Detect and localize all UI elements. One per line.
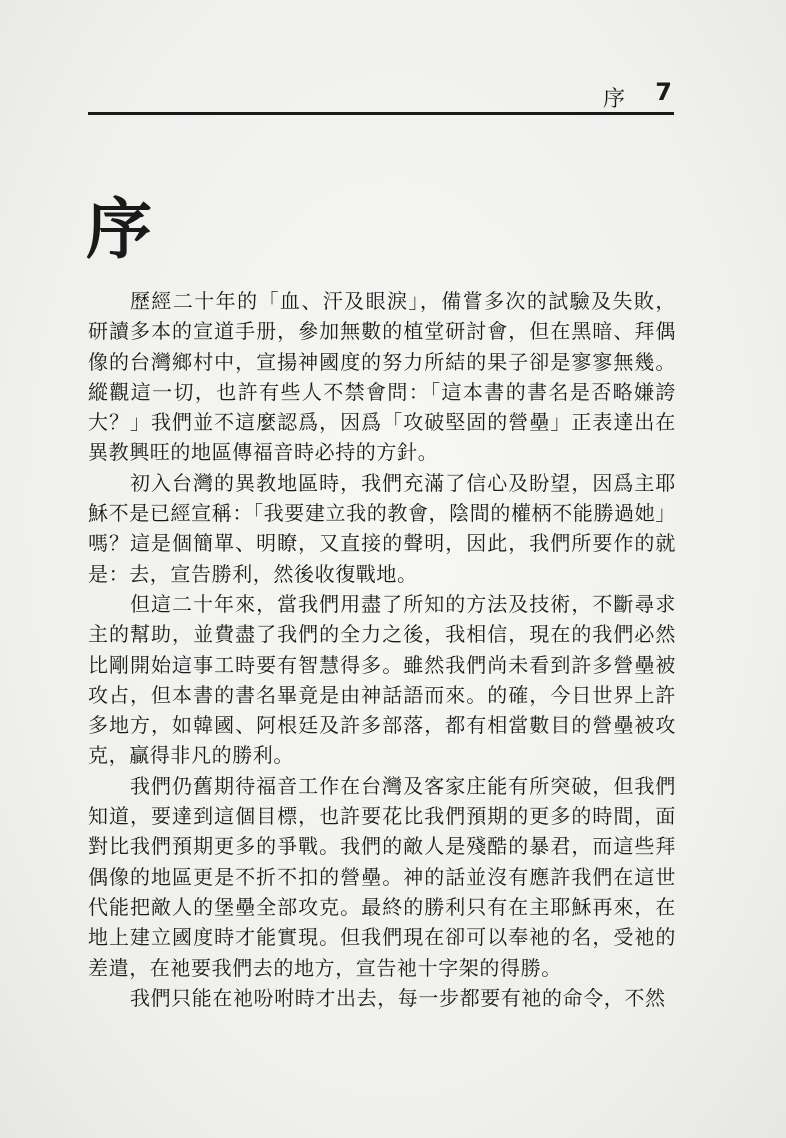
page-header <box>88 78 674 115</box>
paragraph: 我們仍舊期待福音工作在台灣及客家庄能有所突破，但我們知道，要達到這個目標，也許要花比我們預期的更多的時間，面對比我們預期更多的爭戰。我們的敵人是殘酷的暴君，而這些拜偶像的地區更是不折不扣的營壘。神的話並沒有應許我們在這世代能把敵人的堡壘全部攻克。最終的勝利只有在主耶穌再來，在地上建立國度時才能實現。但我們現在卻可以奉祂的名，受祂的差遣，在祂要我們去的地方，宣告祂十字架的得勝。 <box>88 773 676 980</box>
chapter-title: 序 <box>86 190 152 268</box>
paragraph: 初入台灣的異教地區時，我們充滿了信心及盼望，因爲主耶穌不是已經宣稱：「我要建立我的教會，陰間的權柄不能勝過她」嗎？這是個簡單、明瞭，又直接的聲明，因此，我們所要作的就是：去，宣告勝利，然後收復戰地。 <box>88 470 676 586</box>
running-title: 序 <box>602 87 626 112</box>
page-number: 7 <box>655 78 672 106</box>
body-text <box>88 286 676 1013</box>
paragraph: 但這二十年來，當我們用盡了所知的方法及技術，不斷尋求主的幫助，並費盡了我們的全力之後，我相信，現在的我們必然比剛開始這事工時要有智慧得多。雖然我們尚未看到許多營壘被攻占，但本書的書名畢竟是由神話語而來。的確，今日世界上許多地方，如韓國、阿根廷及許多部落，都有相當數目的營壘被攻克，贏得非凡的勝利。 <box>88 591 676 768</box>
paragraph: 歷經二十年的「血、汗及眼淚」，備嘗多次的試驗及失敗，研讀多本的宣道手册，參加無數的植堂研討會，但在黑暗、拜偶像的台灣鄉村中，宣揚神國度的努力所結的果子卻是寥寥無幾。縱觀這一切，也許有些人不禁會問：「這本書的書名是否略嫌誇大？」我們並不這麼認爲，因爲「攻破堅固的營壘」正表達出在異教興旺的地區傳福音時必持的方針。 <box>88 289 676 465</box>
paragraph: 我們只能在祂吩咐時才出去，每一步都要有祂的命令，不然 <box>130 985 666 1010</box>
